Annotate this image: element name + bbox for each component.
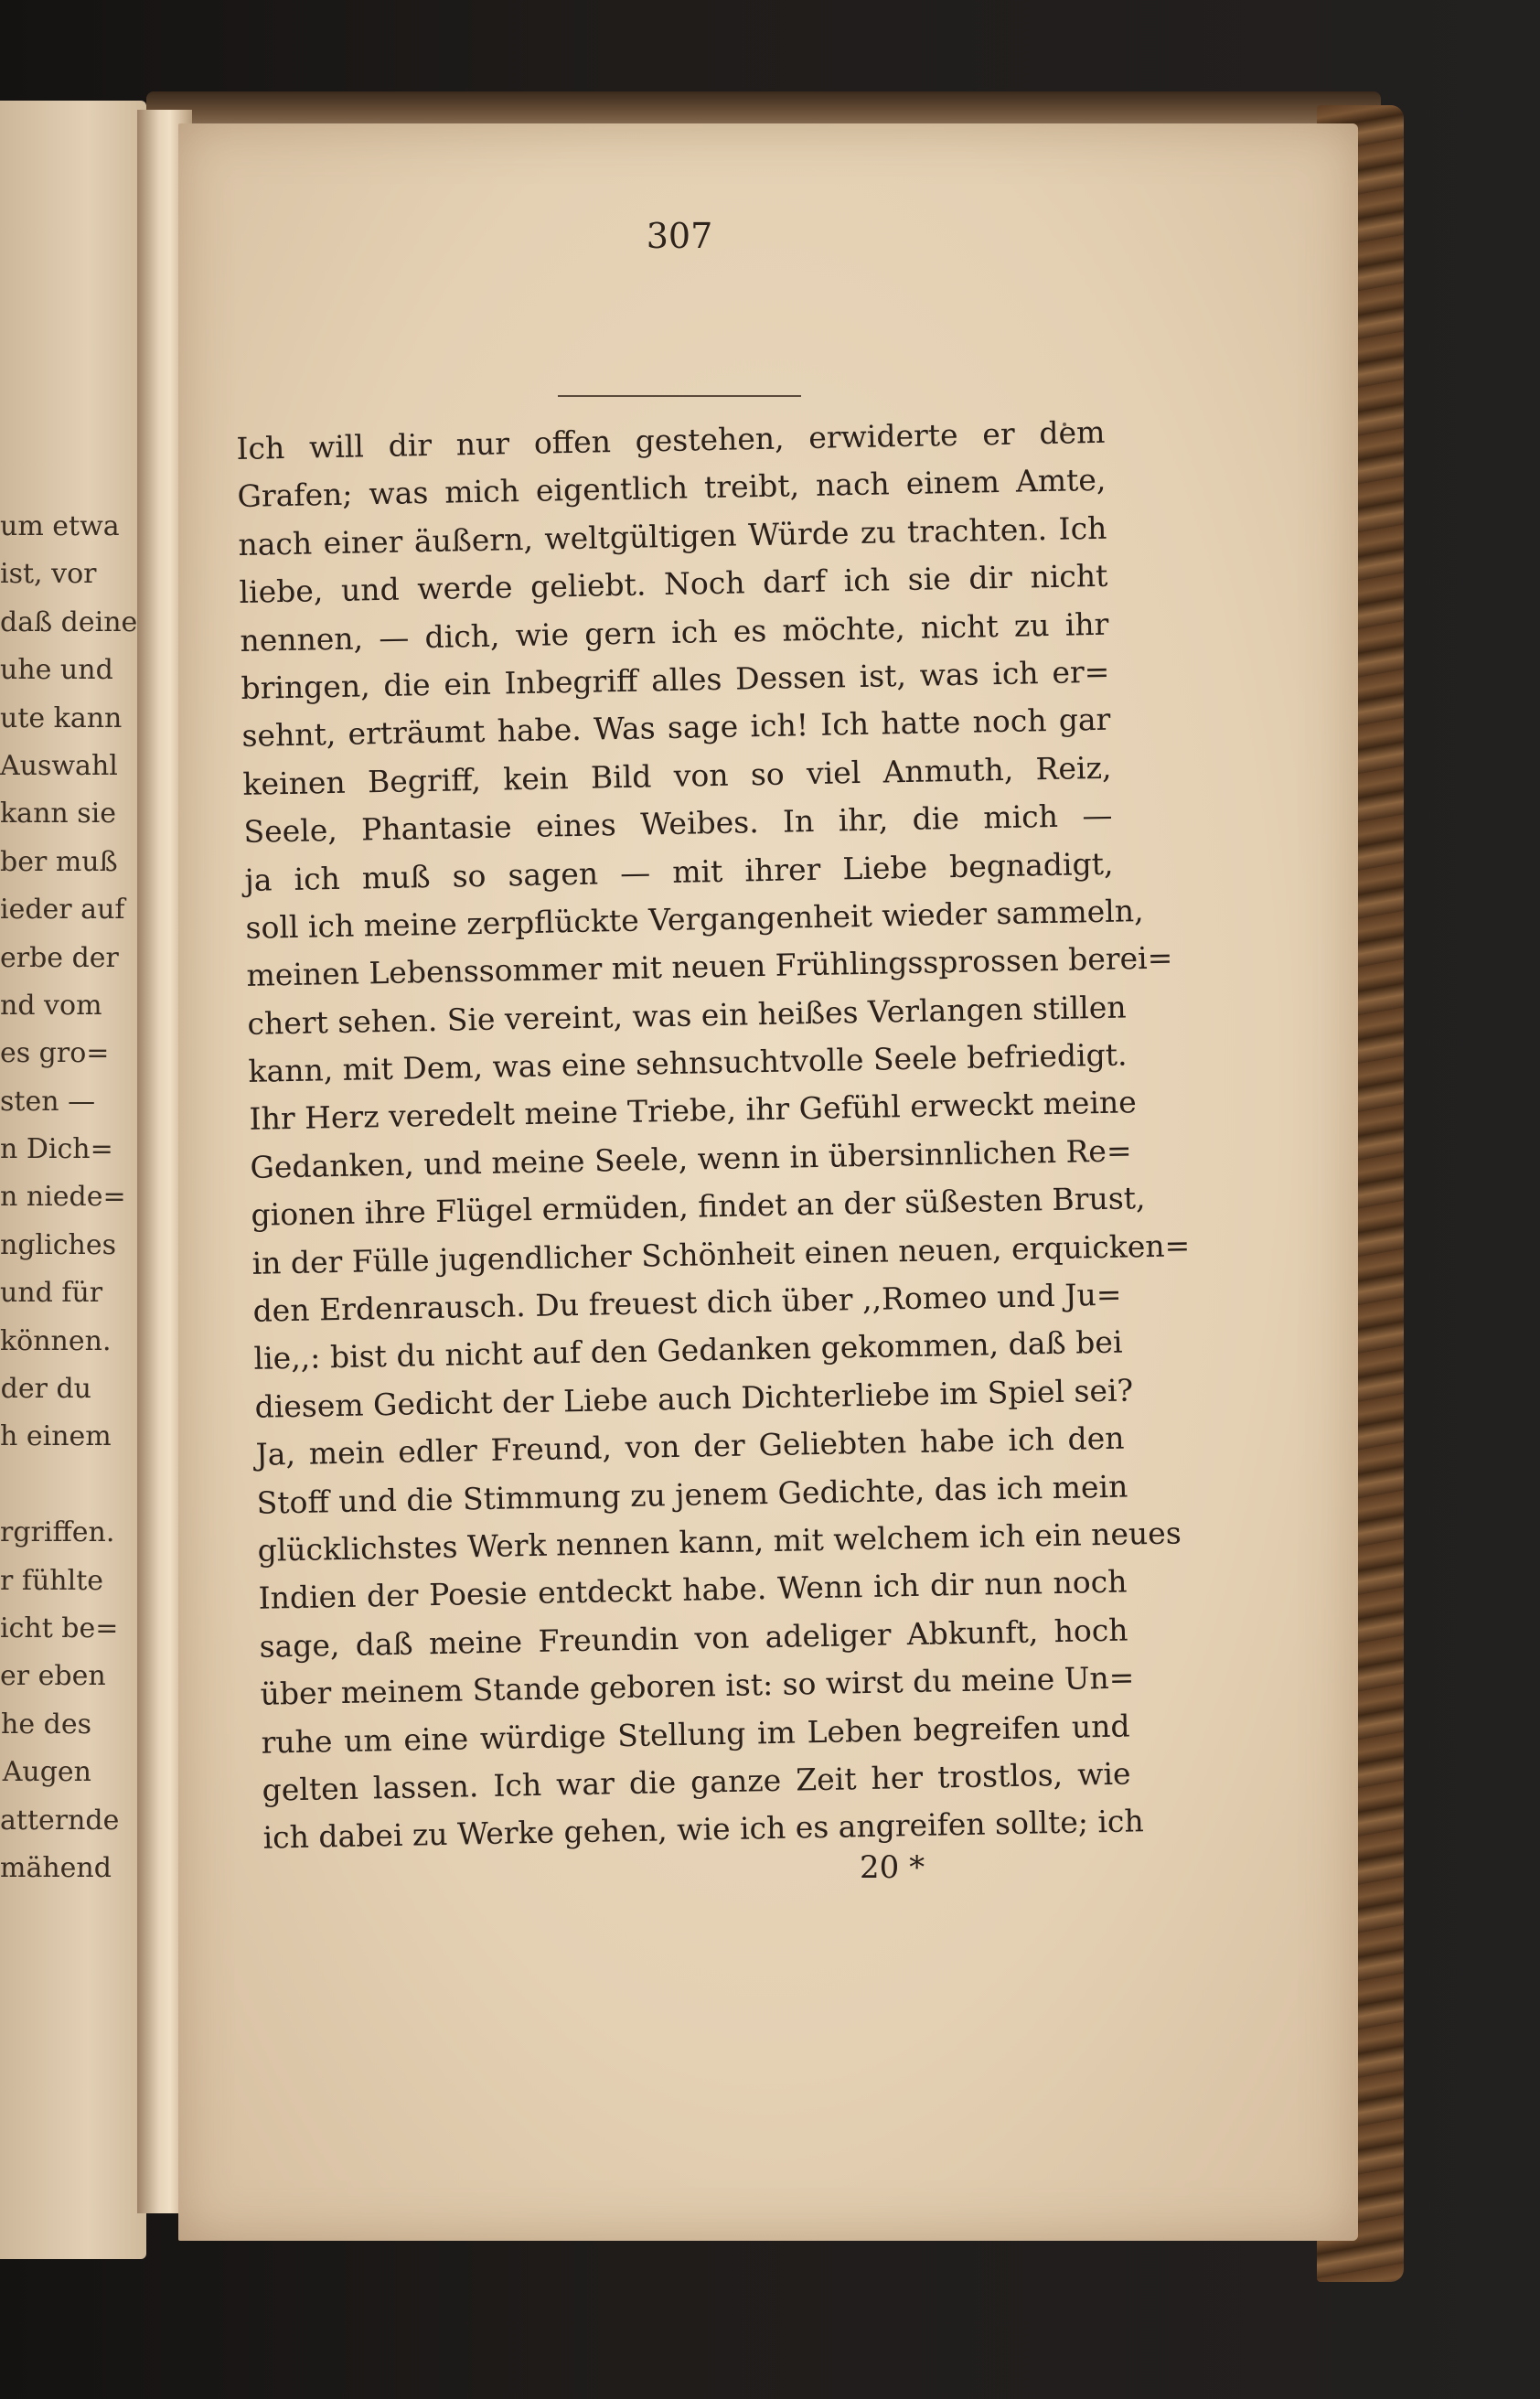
left-page-fragment: [0, 1462, 91, 1509]
left-page-fragment: n niede=: [0, 1181, 126, 1214]
text-line: keinen Begriff, kein Bild von so viel Anmuth, Reiz,: [242, 749, 1112, 802]
text-line: lie,,: bist du nicht auf den Gedanken gekommen, daß bei: [253, 1323, 1123, 1377]
text-line: glücklichstes Werk nennen kann, mit welchem ich ein neues: [257, 1515, 1182, 1569]
text-line: nach einer äußern, weltgültigen Würde zu trachten. Ich: [238, 509, 1107, 562]
left-facing-page: [0, 101, 146, 2259]
left-page-fragment: um etwa: [0, 510, 120, 542]
left-page-fragment: kann sie: [0, 798, 116, 830]
text-line: bringen, die ein Inbegriff alles Dessen ist, was ich er=: [241, 653, 1110, 706]
text-line: ruhe um eine würdige Stellung im Leben begreifen und: [261, 1708, 1130, 1761]
left-page-fragment: atternde: [0, 1804, 120, 1837]
left-page-fragment: r fühlte: [0, 1564, 104, 1597]
text-line: Ihr Herz veredelt meine Triebe, ihr Gefühl erweckt meine: [249, 1084, 1138, 1138]
text-line: diesem Gedicht der Liebe auch Dichterliebe im Spiel sei?: [254, 1372, 1134, 1425]
left-page-fragment: können.: [0, 1324, 112, 1357]
text-line: in der Fülle jugendlicher Schönheit einen neuen, erquicken=: [251, 1226, 1191, 1281]
left-page-fragment: ist, vor: [0, 558, 97, 591]
text-line: ich dabei zu Werke gehen, wie ich es angreifen sollte; ich: [262, 1803, 1145, 1857]
left-page-fragment: nd vom: [0, 989, 102, 1022]
left-page-fragment: icht be=: [0, 1612, 119, 1644]
text-line: chert sehen. Sie vereint, was ein heißes Verlangen stillen: [247, 989, 1127, 1042]
left-page-fragment: ngliches: [0, 1228, 116, 1261]
text-line: soll ich meine zerpflückte Vergangenheit wieder sammeln,: [245, 892, 1144, 946]
left-page-fragment: ute kann: [0, 701, 123, 734]
left-page-fragment: h einem: [0, 1420, 112, 1453]
text-line: kann, mit Dem, was eine sehnsuchtvolle Seele befriedigt.: [248, 1036, 1128, 1089]
book-cover-top-edge: [146, 91, 1381, 128]
left-page-fragment: uhe und: [0, 654, 113, 687]
left-page-fragment: der du: [0, 1373, 91, 1406]
left-page-fragment: Augen: [2, 1756, 91, 1789]
left-page-fragment: ieder auf: [0, 894, 125, 926]
text-line: Ja, mein edler Freund, von der Geliebten habe ich den: [255, 1419, 1125, 1473]
text-line: über meinem Stande geboren ist: so wirst du meine Un=: [260, 1659, 1135, 1712]
left-page-fragment: n Dich=: [0, 1133, 113, 1166]
text-line: meinen Lebenssommer mit neuen Frühlingssprossen berei=: [246, 939, 1173, 994]
left-page-fragment: ber muß: [0, 845, 118, 878]
text-line: den Erdenrausch. Du freuest dich über ,,Romeo und Ju=: [252, 1276, 1122, 1329]
left-page-fragment: he des: [1, 1708, 91, 1740]
signature-mark: 20 *: [860, 1849, 925, 1886]
left-page-fragment: mähend: [0, 1851, 112, 1884]
text-line: Gedanken, und meine Seele, wenn in übersinnlichen Re=: [250, 1132, 1132, 1185]
left-page-fragment: es gro=: [0, 1037, 110, 1070]
left-page-fragment: rgriffen.: [0, 1516, 115, 1549]
header-rule: [558, 395, 801, 397]
text-line: Ich will dir nur offen gestehen, erwiderte er dem: [236, 413, 1106, 466]
text-line: ja ich muß so sagen — mit ihrer Liebe begnadigt,: [244, 845, 1114, 898]
left-page-fragment: erbe der: [0, 941, 119, 974]
page-number: [0, 216, 1359, 256]
left-page-fragment: daß deine: [0, 605, 138, 638]
text-line: Stoff und die Stimmung zu jenem Gedichte, das ich mein: [256, 1468, 1128, 1521]
text-line: sage, daß meine Freundin von adeliger Abkunft, hoch: [259, 1612, 1128, 1665]
left-page-fragment: sten —: [0, 1085, 96, 1118]
text-line: sehnt, erträumt habe. Was sage ich! Ich hatte noch gar: [241, 701, 1111, 755]
text-line: Indien der Poesie entdeckt habe. Wenn ich dir nun noch: [258, 1563, 1128, 1617]
left-page-text: [0, 503, 138, 1892]
left-page-fragment: und für: [0, 1277, 103, 1310]
text-line: liebe, und werde geliebt. Noch darf ich sie dir nicht: [239, 557, 1108, 611]
page-number-text: 307: [646, 216, 713, 256]
text-line: Grafen; was mich eigentlich treibt, nach einem Amte,: [237, 462, 1107, 515]
text-line: Seele, Phantasie eines Weibes. In ihr, die mich —: [243, 797, 1113, 851]
text-line: nennen, — dich, wie gern ich es möchte, nicht zu ihr: [240, 605, 1109, 659]
body-text: [236, 409, 1191, 1863]
left-page-fragment: er eben: [0, 1660, 106, 1693]
left-page-fragment: Auswahl: [0, 749, 118, 782]
text-line: gionen ihre Flügel ermüden, findet an der süßesten Brust,: [251, 1180, 1146, 1234]
text-line: gelten lassen. Ich war die ganze Zeit her trostlos, wie: [262, 1755, 1131, 1808]
